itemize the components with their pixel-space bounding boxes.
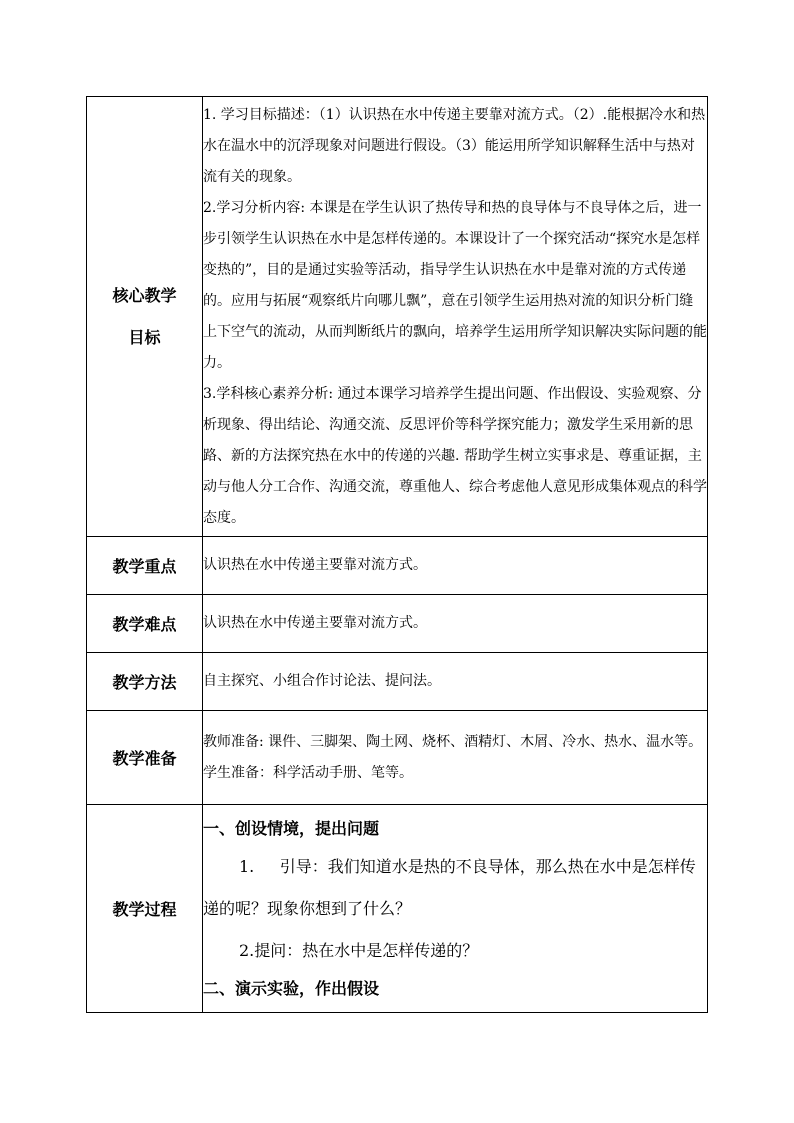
objectives-label: [87, 97, 203, 537]
preparation-label: 教学准备: [87, 711, 203, 805]
method-label: 教学方法: [87, 653, 203, 711]
process-row: [87, 805, 708, 1013]
difficulty-label: 教学难点: [87, 595, 203, 653]
key-point-row: [87, 537, 708, 595]
process-item1: 1. 引导：我们知道水是热的不良导体，那么热在水中是怎样传递的呢？现象你想到了什么？: [203, 856, 696, 918]
preparation-content: [203, 711, 708, 805]
objectives-content: [203, 97, 708, 537]
process-label: 教学过程: [87, 805, 203, 1013]
objectives-content-analysis: 2.学习分析内容: 本课是在学生认识了热传导和热的良导体与不良导体之后，进一步引领学生认识热在水中是怎样传递的。本课设计了一个探究活动“探究水是怎样变热的”，目的是通过实验等活动，指导学生认识热在水中是靠对流的方式传递的。应用与拓展“观察纸片向哪儿飘”，意在引领学生运用热对流的知识分析门缝上下空气的流动，从而判断纸片的飘向，培养学生运用所学知识解决实际问题的能力。: [203, 199, 707, 371]
objectives-learning-goals: 1. 学习目标描述：（1）认识热在水中传递主要靠对流方式。（2）.能根据冷水和热水在温水中的沉浮现象对问题进行假设。（3）能运用所学知识解释生活中与热对流有关的现象。: [203, 106, 706, 185]
difficulty-text: 认识热在水中传递主要靠对流方式。: [203, 595, 708, 653]
lesson-plan-table: [86, 96, 708, 1013]
objectives-label-line1: 核心教学: [112, 285, 177, 305]
method-text: 自主探究、小组合作讨论法、提问法。: [203, 653, 708, 711]
method-row: [87, 653, 708, 711]
preparation-row: [87, 711, 708, 805]
objectives-label-line2: 目标: [128, 327, 161, 347]
process-section1-title: 一、创设情境，提出问题: [203, 818, 380, 838]
process-item2: 2.提问：热在水中是怎样传递的？: [239, 940, 479, 960]
difficulty-row: [87, 595, 708, 653]
student-preparation: 学生准备：科学活动手册、笔等。: [203, 764, 413, 781]
process-content: [203, 805, 708, 1013]
key-point-text: 认识热在水中传递主要靠对流方式。: [203, 537, 708, 595]
process-section2-title: 二、演示实验，作出假设: [203, 978, 380, 998]
key-point-label: 教学重点: [87, 537, 203, 595]
objectives-core-literacy: 3.学科核心素养分析: 通过本课学习培养学生提出问题、作出假设、实验观察、分析现象、得出结论、沟通交流、反思评价等科学探究能力；激发学生采用新的思路、新的方法探究热在水中的传递的兴趣. 帮助学生树立实事求是、尊重证据，主动与他人分工合作、沟通交流，尊重他人、综合考虑他人意见形成集体观点的科学态度。: [203, 385, 707, 526]
teacher-preparation: 教师准备: 课件、三脚架、陶土网、烧杯、酒精灯、木屑、冷水、热水、温水等。: [203, 733, 703, 750]
objectives-row: [87, 97, 708, 537]
